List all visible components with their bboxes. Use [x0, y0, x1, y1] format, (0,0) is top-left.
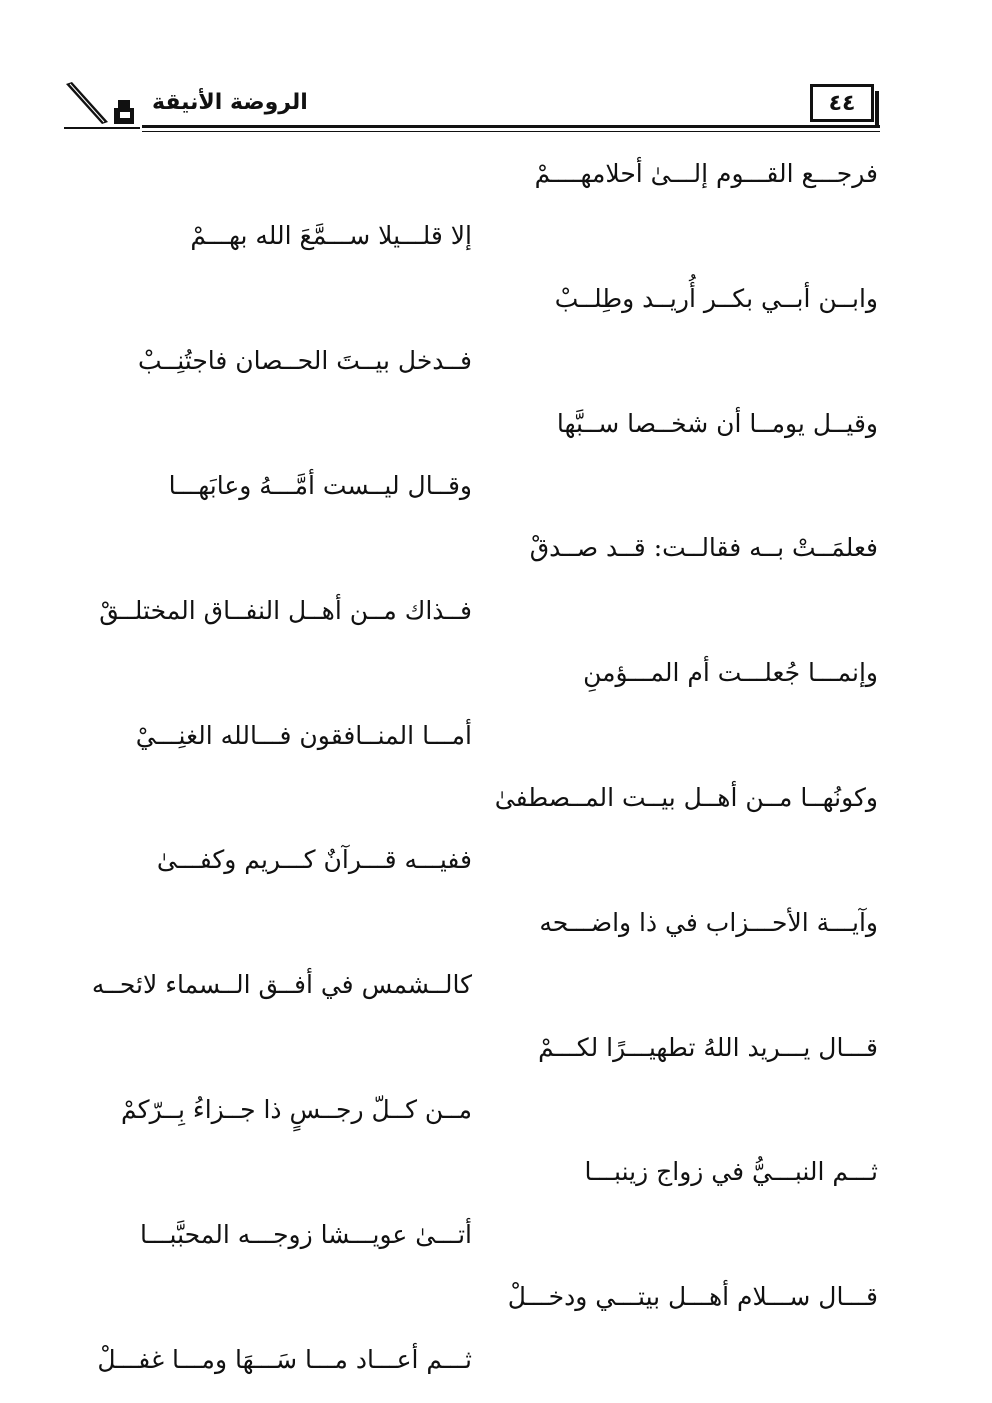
pen-and-inkwell-icon [62, 78, 142, 134]
page-header [62, 78, 880, 138]
verse-second-hemistich: ففيـــه قـــرآنٌ كـــريم وكفـــىٰ [156, 845, 472, 875]
verse-second-hemistich: وقــال ليــست أمَّـــهُ وعابَهـــا [168, 471, 472, 500]
header-rule [142, 125, 880, 128]
page-number: ٤٤ [810, 84, 874, 122]
verse-second-hemistich: فــذاك مــن أهــل النفــاق المختلــقْ [99, 595, 472, 625]
verse-first-hemistich: وكونُهــا مــن أهــل بيــت المــصطفىٰ [494, 783, 878, 812]
verse-second-hemistich: فــدخل بيــتَ الحــصان فاجتُنِــبْ [138, 346, 472, 376]
header-rule-thin [142, 131, 880, 132]
verse-first-hemistich: قـــال ســـلام أهـــل بيتـــي ودخـــلْ [507, 1282, 878, 1312]
verse-first-hemistich: وابــن أبــي بكــر أُريــد وطِلــبْ [554, 283, 878, 313]
verse-first-hemistich: وآيـــة الأحـــزاب في ذا واضـــحه [539, 907, 878, 937]
verse-second-hemistich: إلا قلـــيلا ســـمَّعَ الله بهـــمْ [190, 221, 472, 251]
verse-first-hemistich: فرجـــع القـــوم إلـــىٰ أحلامهــــمْ [534, 159, 878, 188]
verse-second-hemistich: كالــشمس في أفــق الــسماء لائحــه [91, 970, 472, 1000]
verse-first-hemistich: وقيــل يومــا أن شخــصا ســبَّها [556, 408, 878, 438]
verse-second-hemistich: ثـــم أعـــاد مـــا سَـــهَا ومـــا غفـــلْ [97, 1344, 472, 1374]
verse-second-hemistich: أتـــىٰ عويـــشا زوجـــه المحبَّبـــا [139, 1219, 472, 1249]
verse-first-hemistich: ثـــم النبـــيُّ في زواج زينبـــا [584, 1157, 878, 1187]
book-title: الروضة الأنيقة [152, 90, 308, 115]
verse-first-hemistich: وإنمـــا جُعلـــت أم المـــؤمنِ [583, 658, 878, 688]
verse-first-hemistich: فعلمَــتْ بــه فقالــت: قــد صــدقْ [529, 533, 878, 563]
verse-second-hemistich: أمـــا المنــافقون فـــالله الغنِـــيْ [135, 720, 472, 750]
verse-first-hemistich: قـــال يـــريد اللهُ تطهيـــرًا لكـــمْ [538, 1032, 878, 1062]
verse-second-hemistich: مــن كــلّ رجــسٍ ذا جــزاءُ بِــرّكمْ [121, 1095, 472, 1124]
